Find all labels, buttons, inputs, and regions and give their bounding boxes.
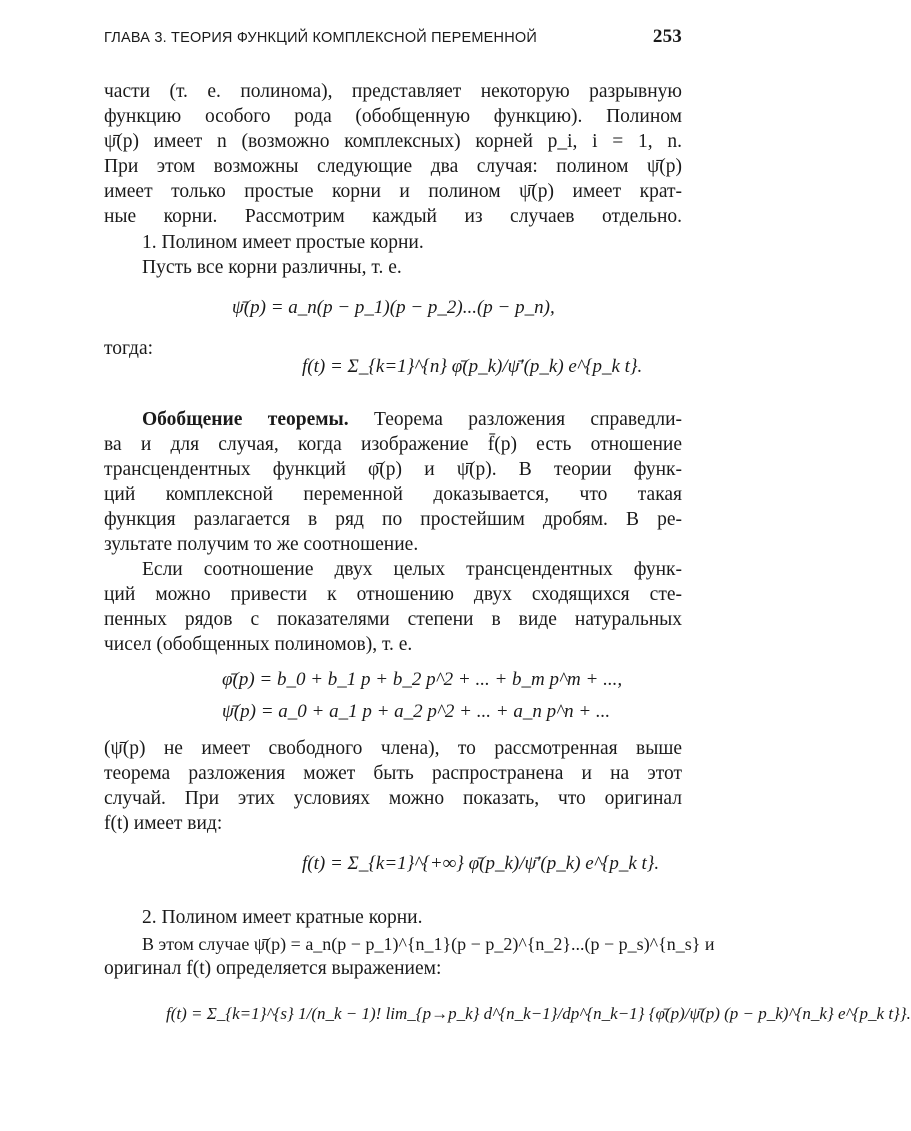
formula-psi-series: ψ̄(p) = a_0 + a_1 p + a_2 p^2 + ... + a_n p^n + ...	[222, 701, 611, 722]
text-line: ные корни. Рассмотрим каждый из случаев отдельно.	[104, 206, 682, 227]
formula-infinite-expansion: f(t) = Σ_{k=1}^{+∞} φ̄(p_k)/ψ̄′(p_k) e^{p_k t}.	[302, 853, 660, 874]
formula-expansion: f(t) = Σ_{k=1}^{n} φ̄(p_k)/ψ̄′(p_k) e^{p_k t}.	[302, 356, 643, 377]
text-line: При этом возможны следующие два случая: полином ψ̄(p)	[104, 156, 682, 177]
text-line: случай. При этих условиях можно показать, что оригинал	[104, 788, 682, 809]
text-line: (ψ̄(p) не имеет свободного члена), то рассмотренная выше	[104, 738, 682, 759]
formula-multiple-roots: f(t) = Σ_{k=1}^{s} 1/(n_k − 1)! lim_{p→p_k} d^{n_k−1}/dp^{n_k−1} {φ̄(p)/ψ̄(p) (p − p_k)^{n_k} e^{p_k t}}.	[166, 1004, 911, 1023]
text-line: имеет только простые корни и полином ψ̄(p) имеет крат-	[104, 181, 682, 202]
running-title: ГЛАВА 3. ТЕОРИЯ ФУНКЦИЙ КОМПЛЕКСНОЙ ПЕРЕМЕННОЙ	[104, 30, 537, 46]
text-line: части (т. е. полинома), представляет некоторую разрывную	[104, 81, 682, 102]
text-line: ций можно привести к отношению двух сходящихся сте-	[104, 584, 682, 605]
text-line: функцию особого рода (обобщенную функцию). Полином	[104, 106, 682, 127]
text-span: Теорема разложения справедли-	[374, 409, 682, 430]
text-line: ва и для случая, когда изображение f̄(p) есть отношение	[104, 434, 682, 455]
text-line: В этом случае ψ̄(p) = a_n(p − p_1)^{n_1}(p − p_2)^{n_2}...(p − p_s)^{n_s} и	[142, 934, 715, 954]
text-line: Если соотношение двух целых трансцендентных функ-	[142, 559, 682, 580]
text-line: чисел (обобщенных полиномов), т. е.	[104, 634, 413, 655]
running-header	[104, 24, 682, 54]
text-line: пенных рядов с показателями степени в виде натуральных	[104, 609, 682, 630]
text-line: оригинал f(t) определяется выражением:	[104, 958, 442, 979]
text-line: функция разлагается в ряд по простейшим дробям. В ре-	[104, 509, 682, 530]
formula-polynomial: ψ̄(p) = a_n(p − p_1)(p − p_2)...(p − p_n),	[232, 297, 555, 318]
text-line: теорема разложения может быть распространена и на этот	[104, 763, 682, 784]
text-line: Пусть все корни различны, т. е.	[142, 257, 402, 278]
text-line: ψ̄(p) имеет n (возможно комплексных) корней p_i, i = 1, n.	[104, 131, 682, 152]
theorem-heading: Обобщение теоремы.	[142, 409, 349, 430]
text-line: трансцендентных функций φ̄(p) и ψ̄(p). В теории функ-	[104, 459, 682, 480]
text-line: 1. Полином имеет простые корни.	[142, 232, 424, 253]
text-line: f(t) имеет вид:	[104, 813, 223, 834]
page-number: 253	[652, 26, 682, 47]
text-line: ций комплексной переменной доказывается, что такая	[104, 484, 682, 505]
formula-phi-series: φ̄(p) = b_0 + b_1 p + b_2 p^2 + ... + b_m p^m + ...,	[222, 669, 623, 690]
text-line: зультате получим то же соотношение.	[104, 534, 419, 555]
text-line: 2. Полином имеет кратные корни.	[142, 907, 423, 928]
text-line: тогда:	[104, 338, 154, 359]
text-line	[142, 408, 682, 432]
